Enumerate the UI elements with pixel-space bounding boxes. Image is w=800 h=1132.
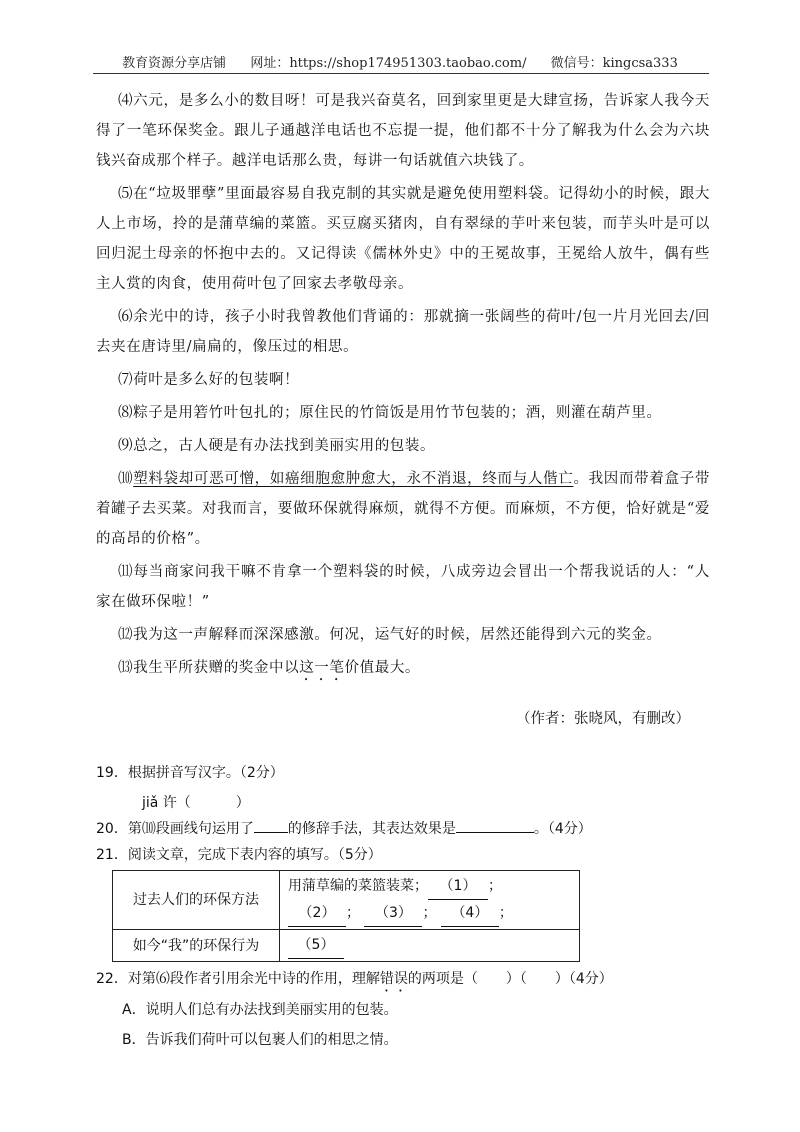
shop-name: 教育资源分享店铺	[122, 56, 227, 71]
option-b[interactable]: B．告诉我们荷叶可以包裹人们的相思之情。	[122, 1032, 398, 1048]
paragraph-11: ⑾每当商家问我干嘛不肯拿一个塑料袋的时候，八成旁边会冒出一个帮我说话的人：“人家在做环保啦！”	[96, 564, 710, 610]
shop-url[interactable]: 网址：https://shop174951303.taobao.com/	[250, 56, 527, 71]
blank-2[interactable]: （2）	[288, 900, 346, 927]
author-credit: （作者：张晓风，有删改）	[516, 711, 690, 727]
question-20	[96, 816, 716, 842]
paragraph-4: ⑷六元，是多么小的数目呀！可是我兴奋莫名，回到家里更是大肆宣扬，告诉家人我今天得了一笔环保奖金。跟儿子通越洋电话也不忘提一提，他们都不十分了解我为什么会为六块钱兴奋成那个样子。越洋电话那么贵，每讲一句话就值六块钱了。	[96, 93, 710, 169]
wechat-id: 微信号：kingcsa333	[550, 56, 678, 71]
paragraph-12: ⑿我为这一声解释而深深感激。何况，运气好的时候，居然还能得到六元的奖金。	[118, 627, 662, 643]
separator: ；	[346, 905, 360, 921]
blank-4[interactable]: （4）	[441, 900, 499, 927]
blank-1[interactable]: （1）	[428, 873, 488, 900]
question-22-post: 的两项是（ ）（ ）（4分）	[407, 971, 613, 987]
article-body	[96, 86, 710, 734]
paragraph-10-rest: 。我因而带着盒子带着罐子去买菜。对我而言，要做环保就得麻烦，就得不方便。而麻烦，不方便，恰好就是“爱的高昂的价格”。	[96, 471, 710, 547]
question-20-post: 。（4分）	[533, 821, 592, 837]
table-cell-past	[280, 871, 580, 930]
character-blank-open: 许（	[162, 795, 191, 811]
paragraph-13-post: 价值最大。	[344, 660, 421, 676]
questions-section	[96, 760, 716, 1055]
page-header	[0, 52, 800, 71]
paragraph-13	[96, 653, 710, 684]
blank-5[interactable]: （5）	[288, 932, 344, 959]
answer-table	[112, 870, 580, 962]
rhetoric-blank[interactable]	[254, 818, 288, 833]
past-method-text: 用蒲草编的菜篮装菜；	[288, 878, 428, 894]
character-blank-close: ）	[235, 795, 250, 811]
separator: ；	[498, 905, 513, 921]
option-a[interactable]: A．说明人们总有办法找到美丽实用的包装。	[122, 1002, 398, 1018]
question-20-pre: 20．第⑽段画线句运用了	[96, 821, 254, 837]
header-rule	[93, 73, 709, 74]
paragraph-10	[96, 464, 710, 554]
paragraph-8: ⑻粽子是用箬竹叶包扎的；原住民的竹筒饭是用竹节包装的；酒，则灌在葫芦里。	[118, 405, 662, 421]
table-label-past: 过去人们的环保方法	[113, 871, 280, 930]
emphasis-dotted-text: 错误	[379, 971, 408, 987]
question-21: 21．阅读文章，完成下表内容的填写。（5分）	[96, 847, 382, 863]
paragraph-13-pre: ⒀我生平所获赠的奖金中以	[118, 660, 300, 676]
paragraph-10-number: ⑽	[118, 471, 134, 487]
blank-3[interactable]: （3）	[364, 900, 422, 927]
separator: ；	[422, 905, 437, 921]
paragraph-7: ⑺荷叶是多么好的包装啊！	[118, 372, 300, 388]
separator: ；	[488, 878, 502, 894]
table-row	[113, 871, 580, 930]
paragraph-9: ⑼总之，古人硬是有办法找到美丽实用的包装。	[118, 438, 436, 454]
question-22-pre: 22．对第⑹段作者引用余光中诗的作用，理解	[96, 971, 380, 987]
question-20-mid: 的修辞手法，其表达效果是	[287, 821, 456, 837]
question-19: 19．根据拼音写汉字。（2分）	[96, 765, 284, 781]
table-label-now: 如今“我”的环保行为	[113, 930, 280, 962]
table-cell-now	[280, 930, 580, 962]
question-19-item	[142, 790, 716, 816]
question-22	[96, 966, 716, 995]
underlined-sentence: 塑料袋却可恶可憎，如癌细胞愈肿愈大，永不消退，终而与人偕亡	[133, 471, 574, 487]
table-row	[113, 930, 580, 962]
paragraph-6: ⑹余光中的诗，孩子小时我曾教他们背诵的：那就摘一张阔些的荷叶/包一片月光回去/回去夹在唐诗里/扁扁的，像压过的相思。	[96, 309, 710, 355]
effect-blank[interactable]	[456, 818, 534, 833]
paragraph-5: ⑸在“垃圾罪孽”里面最容易自我克制的其实就是避免使用塑料袋。记得幼小的时候，跟大人上市场，拎的是蒲草编的菜篮。买豆腐买猪肉，自有翠绿的芋叶来包装，而芋头叶是可以回归泥土母亲的怀抱中去的。又记得读《儒林外史》中的王冕故事，王冕给人放牛，偶有些主人赏的肉食，使用荷叶包了回家去孝敬母亲。	[96, 186, 710, 292]
emphasis-dotted-text: 这一笔	[299, 660, 345, 676]
pinyin: jiǎ	[142, 795, 159, 811]
